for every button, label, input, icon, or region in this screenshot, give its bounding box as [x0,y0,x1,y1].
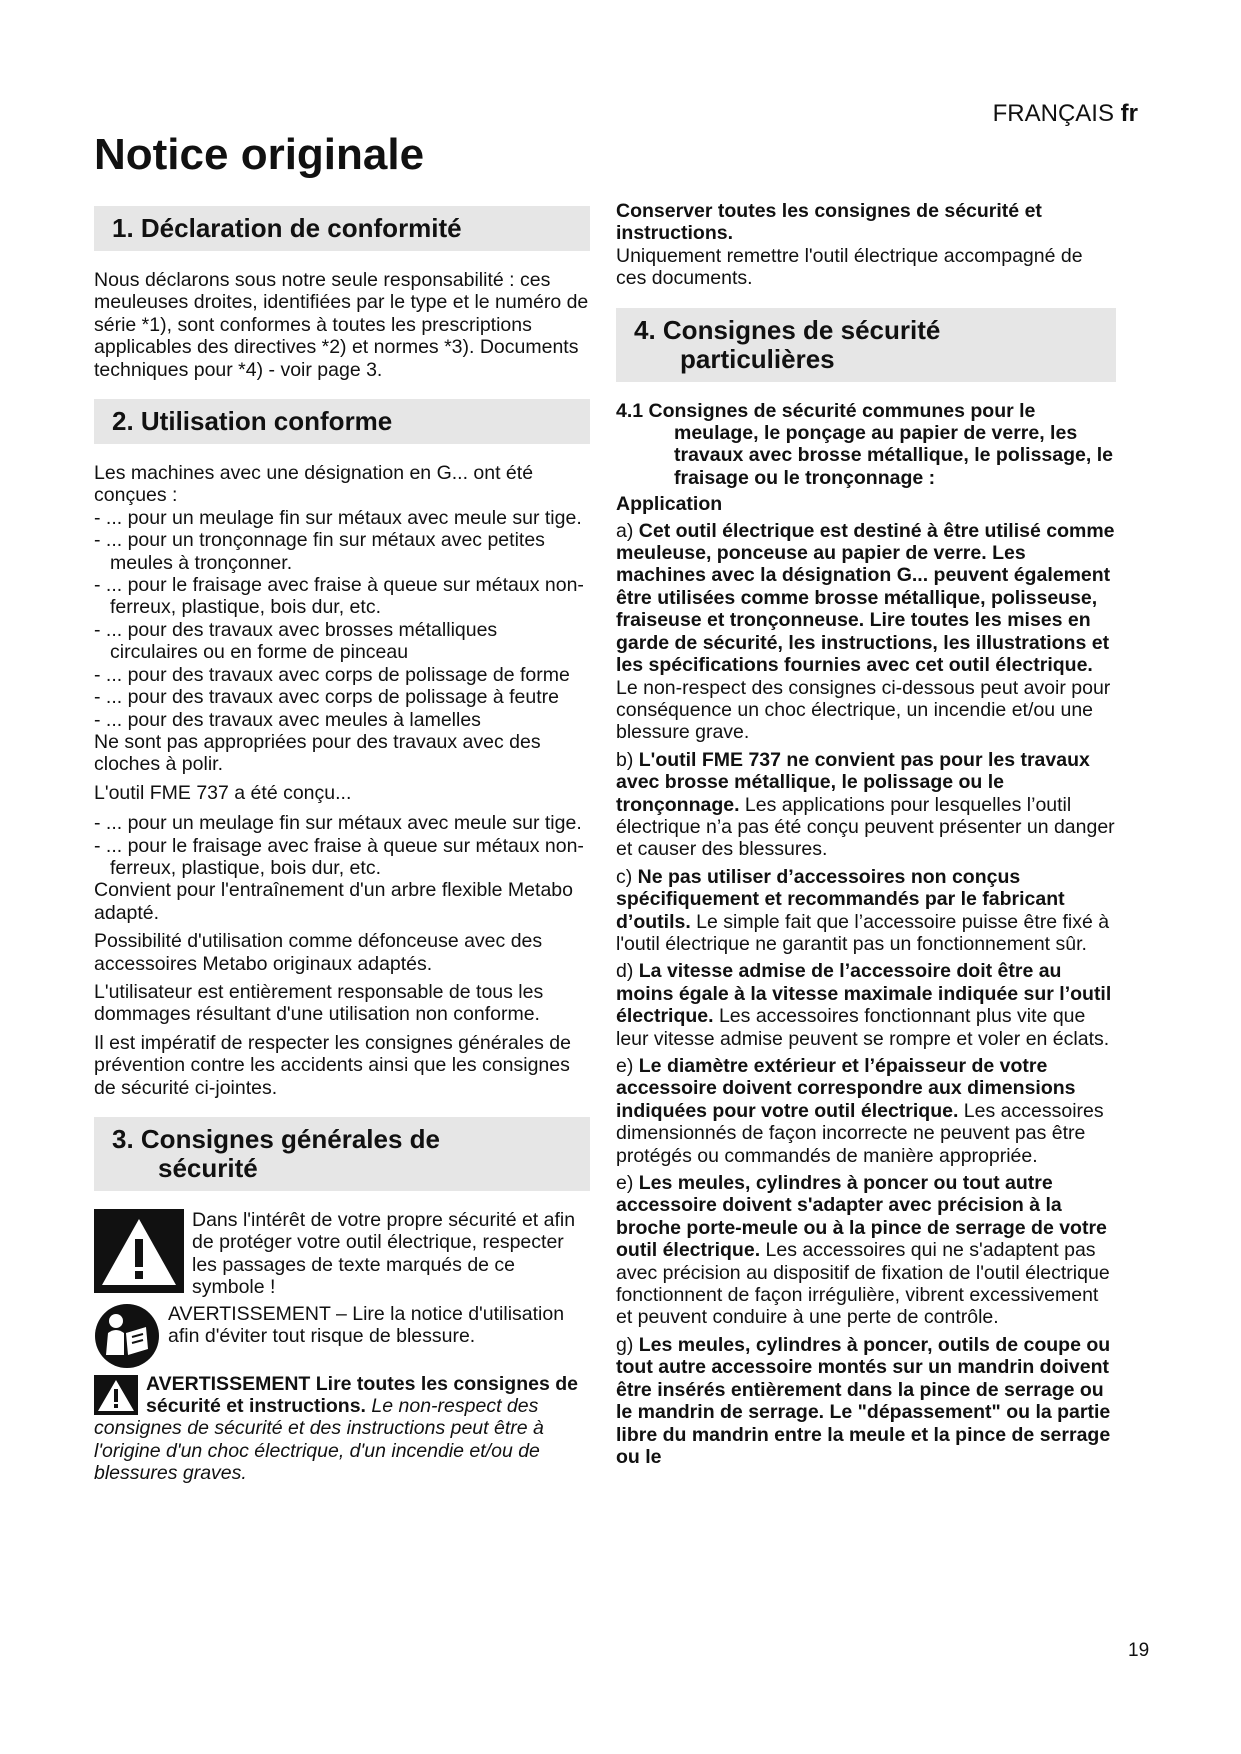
fme-use-item: - ... pour un meulage fin sur métaux avec meule sur tige. [94,812,582,835]
item-text: Les accessoires qui ne s'adaptent pas avec précision au dispositif de fixation de l'outil électrique fonctionnent de façon irrégulière, vibrent excessivement et peuvent conduire à une perte de contrôle. [616,1239,1110,1329]
language-label [993,100,1138,128]
item-bold: La vitesse admise de l’accessoire doit être au moins égale à la vitesse maximale indiquée sur l’outil électrique. [616,960,1112,1028]
fme-use-item: - ... pour le fraisage avec fraise à queue sur métaux non-ferreux, plastique, bois dur, etc. [94,834,584,879]
general-warning-italic: Le non-respect des consignes de sécurité et des instructions peut être à l'origine d'un choc électrique, d'un incendie et/ou de blessures graves. [94,1395,544,1485]
use-item: - ... pour le fraisage avec fraise à queue sur métaux non-ferreux, plastique, bois dur, etc. [94,574,584,619]
item-letter: c) [616,865,638,888]
router-text: Possibilité d'utilisation comme défonceuse avec des accessoires Metabo originaux adaptés. [94,930,543,975]
keep-instructions-heading: Conserver toutes les consignes de sécurité et instructions. [616,200,1042,245]
item-bold: L'outil FME 737 ne convient pas pour les travaux avec brosse métallique, le polissage ou le tronçonnage. [616,748,1090,816]
item-letter: d) [616,960,639,983]
keep-instructions-text: Uniquement remettre l'outil électrique accompagné de ces documents. [616,244,1083,290]
item-bold: Les meules, cylindres à poncer, outils de coupe ou tout autre accessoire montés sur un mandrin doivent être insérés entièrement dans la pince de serrage ou le mandrin de serrage. Le "dépassement" ou la partie libre du mandrin entre la meule et la pince de serrage ou le [616,1333,1111,1468]
safety-item-g [616,1334,1116,1468]
fme-intro: L'outil FME 737 a été conçu... [94,781,352,804]
item-letter: g) [616,1333,639,1356]
right-column [616,200,1116,1473]
use-item: - ... pour des travaux avec corps de polissage de forme [94,663,570,686]
section2-heading: 2. Utilisation conforme [94,399,590,444]
use-item: - ... pour un meulage fin sur métaux avec meule sur tige. [94,506,582,529]
section3-heading [94,1117,590,1191]
section4-heading-line1: 4. Consignes de sécurité [634,314,941,345]
general-warning [94,1373,590,1485]
application-heading: Application [616,493,723,516]
page-number: 19 [1128,1640,1150,1661]
item-bold: Les meules, cylindres à poncer ou tout autre accessoire doivent s'adapter avec précision à la broche porte-meule ou à la pince de serrage de votre outil électrique. [616,1172,1107,1262]
item-bold: Cet outil électrique est destiné à être utilisé comme meuleuse, ponceuse au papier de verre. Les machines avec la désignation G... peuvent également être utilisées comme brosse métallique, polisseuse, fraiseuse et tronçonneuse. Lire toutes les mises en garde de sécurité, les instructions, les illustrations et les spécifications fournies avec cet outil électrique. [616,519,1115,677]
read-manual-text: AVERTISSEMENT – Lire la notice d'utilisation afin d'éviter tout risque de blessure. [168,1302,565,1348]
read-manual-block [94,1303,590,1369]
safety-item-a [616,520,1116,744]
use-item: - ... pour un tronçonnage fin sur métaux avec petites meules à tronçonner. [94,529,545,574]
use-item: - ... pour des travaux avec meules à lamelles [94,708,481,731]
item-text: Le non-respect des consignes ci-dessous peut avoir pour conséquence un choc électrique, un incendie et/ou une blessure grave. [616,676,1111,744]
item-bold: Le diamètre extérieur et l’épaisseur de votre accessoire doivent correspondre aux dimensions indiquées pour votre outil électrique. [616,1055,1076,1122]
safety-item-e2 [616,1172,1116,1329]
safety-item-c [616,866,1116,956]
read-manual-icon [94,1303,160,1369]
safety-item-e [616,1055,1116,1167]
warning-triangle-icon [94,1375,138,1415]
item-letter: e) [616,1055,639,1077]
general-warning-bold: AVERTISSEMENT Lire toutes les consignes de sécurité et instructions. [146,1372,578,1418]
section1-heading: 1. Déclaration de conformité [94,206,590,251]
symbol-note-block [94,1209,590,1299]
item-bold: Ne pas utiliser d’accessoires non conçus spécifiquement et recommandés par le fabricant d’outils. [616,865,1065,933]
item-letter: a) [616,519,639,542]
section1-text: Nous déclarons sous notre seule responsabilité : ces meuleuses droites, identifiées par le type et le numéro de série *1), sont conformes à toutes les prescriptions applicables des directives *2) et normes *3). Documents techniques pour *4) - voir page 3. [94,269,589,381]
not-suitable-text: Ne sont pas appropriées pour des travaux avec des cloches à polir. [94,730,541,776]
item-text: Les accessoires dimensionnés de façon incorrecte ne peuvent pas être protégés ou commandés de manière appropriée. [616,1099,1104,1167]
item-text: Les accessoires fonctionnant plus vite que leur vitesse admise peuvent se rompre et voler en éclats. [616,1005,1110,1050]
item-letter: b) [616,748,639,771]
item-letter: e) [616,1172,639,1195]
use-item: - ... pour des travaux avec brosses métalliques circulaires ou en forme de pinceau [94,618,498,664]
symbol-note-text: Dans l'intérêt de votre propre sécurité et afin de protéger votre outil électrique, respecter les passages de texte marqués de ce symbole ! [192,1209,576,1299]
responsibility-text: L'utilisateur est entièrement responsable de tous les dommages résultant d'une utilisation non conforme. [94,980,544,1026]
section2-intro: Les machines avec une désignation en G... ont été conçues : [94,462,534,507]
prevention-text: Il est impératif de respecter les consignes générales de prévention contre les accidents ainsi que les consignes de sécurité ci-jointes. [94,1031,571,1099]
warning-triangle-icon [94,1209,184,1293]
flexible-shaft-text: Convient pour l'entraînement d'un arbre flexible Metabo adapté. [94,879,573,924]
language-code: fr [1120,100,1138,127]
item-text: Le simple fait que l’accessoire puisse être fixé à l'outil électrique ne garantit pas un fonctionnement sûr. [616,910,1110,955]
use-item: - ... pour des travaux avec corps de polissage à feutre [94,686,560,709]
safety-item-d [616,960,1116,1050]
subsection-4-1-heading: 4.1 Consignes de sécurité communes pour le meulage, le ponçage au papier de verre, les travaux avec brosse métallique, le polissage, le fraisage ou le tronçonnage : [616,399,1113,489]
safety-item-b [616,749,1116,861]
page-title: Notice originale [94,130,425,179]
section3-heading-line1: 3. Consignes générales de [112,1124,441,1154]
language-name: FRANÇAIS [992,100,1114,127]
left-column [94,206,590,1485]
section4-heading-line2: particulières [680,343,835,374]
section3-heading-line2: sécurité [158,1153,258,1183]
section4-heading [616,308,1116,382]
item-text: Les applications pour lesquelles l’outil électrique n’a pas été conçu peuvent présenter un danger et causer des blessures. [616,793,1115,861]
